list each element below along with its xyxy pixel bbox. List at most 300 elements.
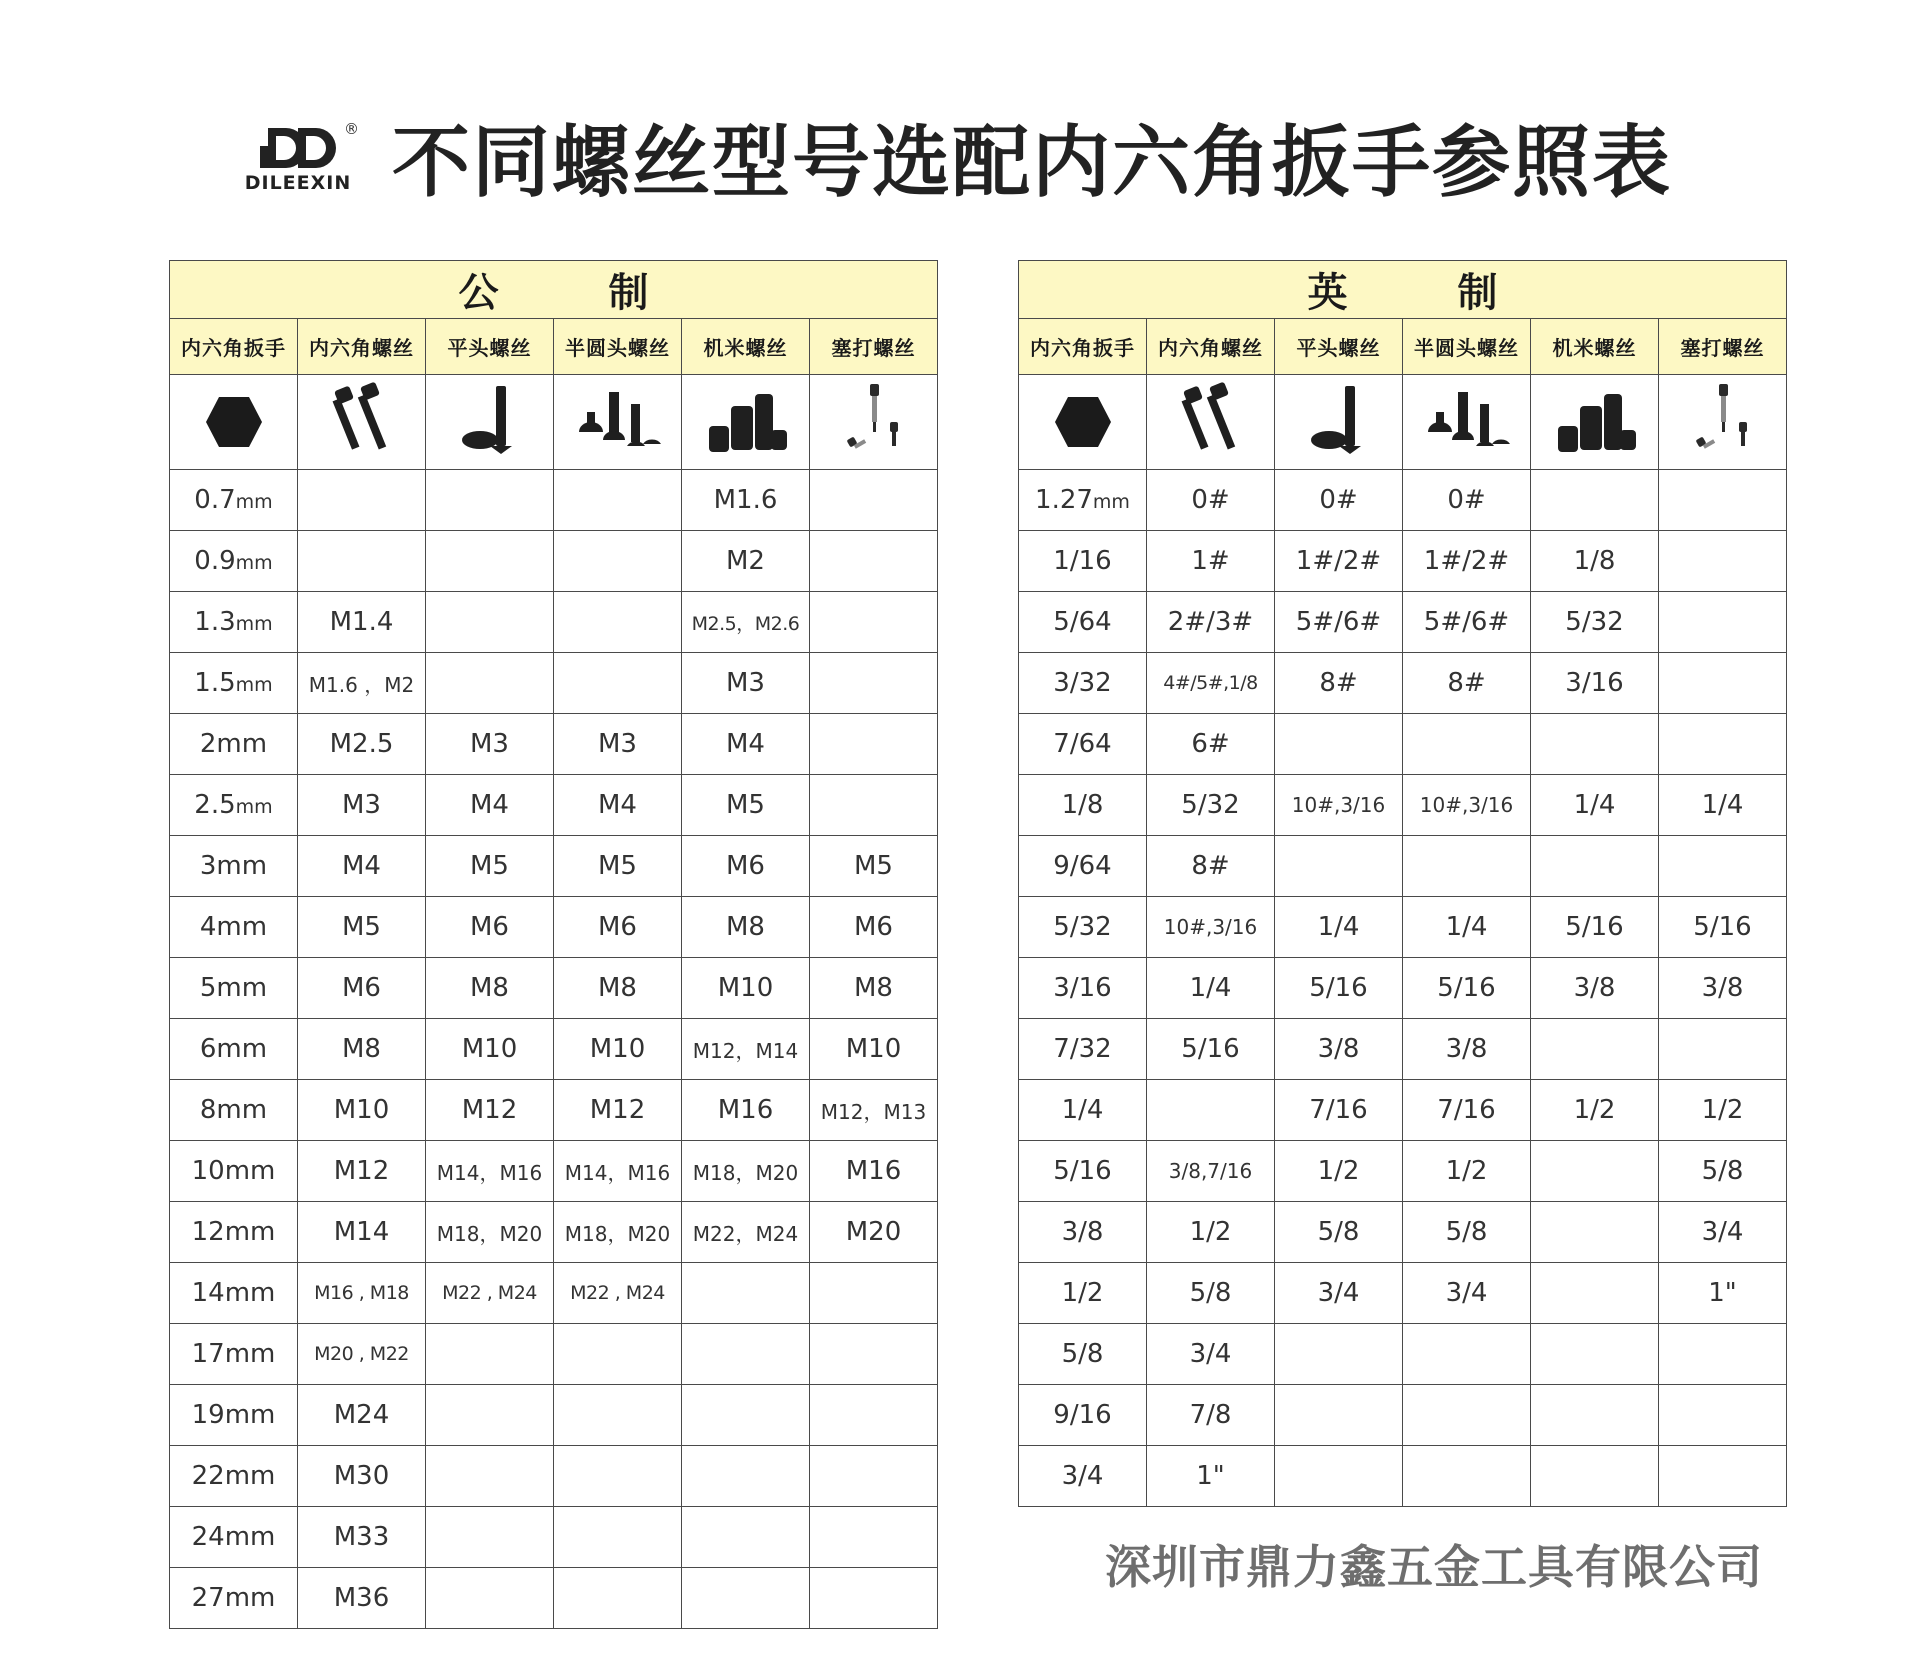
table-row [170, 1446, 938, 1507]
wrench-size-cell [170, 1141, 298, 1202]
screw-size-cell [1147, 1080, 1275, 1141]
screw-size-cell: M22 , M24 [426, 1263, 554, 1324]
screw-size-cell [682, 1568, 810, 1629]
wrench-size-value: 3/8 [1061, 1217, 1104, 1247]
wrench-size-unit: mm [1092, 491, 1130, 513]
screw-size-cell: 2#/3# [1147, 592, 1275, 653]
screw-size-cell: M10 [682, 958, 810, 1019]
table-row [170, 1385, 938, 1446]
wrench-size-cell [170, 592, 298, 653]
screw-size-cell: 1/4 [1147, 958, 1275, 1019]
screw-size-cell: M8 [426, 958, 554, 1019]
wrench-size-cell [170, 1263, 298, 1324]
wrench-size-value: 1/8 [1061, 790, 1104, 820]
column-header: 机米螺丝 [682, 319, 810, 375]
brand-logo [240, 120, 360, 200]
screw-size-cell: 3/8,7/16 [1147, 1141, 1275, 1202]
screw-size-cell [1659, 592, 1787, 653]
wrench-size-value: 10mm [191, 1156, 276, 1186]
screw-size-cell: M18，M20 [554, 1202, 682, 1263]
wrench-size-cell [170, 653, 298, 714]
screw-size-cell: M12，M14 [682, 1019, 810, 1080]
screw-size-cell [1659, 1446, 1787, 1507]
column-header: 内六角扳手 [1019, 319, 1147, 375]
screw-size-cell: 1#/2# [1403, 531, 1531, 592]
wrench-size-value: 8mm [199, 1095, 268, 1125]
screw-size-cell: 1/4 [1403, 897, 1531, 958]
screw-size-cell [426, 470, 554, 531]
screw-size-cell [1275, 714, 1403, 775]
screw-size-cell: M30 [298, 1446, 426, 1507]
hex-key-icon [1019, 395, 1146, 449]
wrench-size-value: 5/32 [1053, 912, 1112, 942]
screw-size-cell: 0# [1403, 470, 1531, 531]
screw-size-cell [1403, 1446, 1531, 1507]
screw-size-cell [682, 1446, 810, 1507]
wrench-size-value: 5mm [199, 973, 268, 1003]
screw-size-cell: 3/8 [1403, 1019, 1531, 1080]
screw-size-cell: M6 [298, 958, 426, 1019]
icon-cell [1403, 375, 1531, 470]
screw-size-cell [1531, 1202, 1659, 1263]
screw-size-cell [810, 592, 938, 653]
screw-size-cell [1275, 836, 1403, 897]
imperial-section-title: 英制 [1019, 261, 1787, 319]
icon-cell [170, 375, 298, 470]
screw-size-cell: M6 [810, 897, 938, 958]
flat-head-screw-icon [1275, 382, 1402, 462]
wrench-size-unit: mm [235, 552, 273, 574]
table-row [1019, 1202, 1787, 1263]
wrench-size-cell [170, 1080, 298, 1141]
screw-size-cell [810, 653, 938, 714]
screw-size-cell: M4 [682, 714, 810, 775]
screw-size-cell: M8 [810, 958, 938, 1019]
table-row [1019, 1141, 1787, 1202]
screw-size-cell: M1.4 [298, 592, 426, 653]
screw-size-cell: M5 [810, 836, 938, 897]
screw-size-cell: M18，M20 [426, 1202, 554, 1263]
wrench-size-cell [170, 1385, 298, 1446]
screw-size-cell: M22 , M24 [554, 1263, 682, 1324]
screw-size-cell: 3/8 [1531, 958, 1659, 1019]
screw-size-cell [1531, 714, 1659, 775]
screw-size-cell: 3/8 [1659, 958, 1787, 1019]
icon-cell [1019, 375, 1147, 470]
wrench-size-value: 3/16 [1053, 973, 1112, 1003]
screw-size-cell: M16 , M18 [298, 1263, 426, 1324]
icon-cell [298, 375, 426, 470]
screw-size-cell: M24 [298, 1385, 426, 1446]
table-row [170, 1324, 938, 1385]
imperial-table [1018, 260, 1787, 1507]
screw-size-cell: M2.5 [298, 714, 426, 775]
screw-size-cell [1659, 1385, 1787, 1446]
table-row [170, 470, 938, 531]
screw-size-cell [1531, 836, 1659, 897]
screw-size-cell: M5 [298, 897, 426, 958]
screw-size-cell: M12，M13 [810, 1080, 938, 1141]
screw-size-cell: 3/4 [1147, 1324, 1275, 1385]
screw-size-cell [810, 775, 938, 836]
wrench-size-cell [1019, 1202, 1147, 1263]
wrench-size-cell [170, 775, 298, 836]
column-header: 半圆头螺丝 [554, 319, 682, 375]
table-row [170, 1019, 938, 1080]
wrench-size-cell [1019, 1324, 1147, 1385]
screw-size-cell [682, 1324, 810, 1385]
screw-size-cell: 8# [1403, 653, 1531, 714]
table-row [1019, 836, 1787, 897]
screw-size-cell: M3 [682, 653, 810, 714]
screw-size-cell: 3/8 [1275, 1019, 1403, 1080]
screw-size-cell: M33 [298, 1507, 426, 1568]
screw-size-cell: 1#/2# [1275, 531, 1403, 592]
column-header: 平头螺丝 [1275, 319, 1403, 375]
wrench-size-value: 22mm [191, 1461, 276, 1491]
column-header: 机米螺丝 [1531, 319, 1659, 375]
screw-size-cell [810, 1385, 938, 1446]
screw-size-cell: M3 [426, 714, 554, 775]
wrench-size-cell [170, 897, 298, 958]
wrench-size-value: 3/4 [1061, 1461, 1104, 1491]
wrench-size-value: 19mm [191, 1400, 276, 1430]
wrench-size-cell [1019, 1263, 1147, 1324]
screw-size-cell [1531, 1263, 1659, 1324]
screw-size-cell: M10 [298, 1080, 426, 1141]
screw-size-cell [682, 1507, 810, 1568]
screw-size-cell: 5/16 [1659, 897, 1787, 958]
table-row [1019, 1080, 1787, 1141]
wrench-size-unit: mm [235, 613, 273, 635]
wrench-size-cell [1019, 775, 1147, 836]
brand-name: DILEEXIN [244, 172, 352, 194]
wrench-size-cell [170, 1446, 298, 1507]
page-title: 不同螺丝型号选配内六角扳手参照表 [392, 118, 1673, 208]
screw-size-cell: 7/16 [1275, 1080, 1403, 1141]
wrench-size-value: 9/16 [1053, 1400, 1112, 1430]
screw-size-cell: 5/8 [1659, 1141, 1787, 1202]
wrench-size-cell [170, 1324, 298, 1385]
wrench-size-value: 7/32 [1053, 1034, 1112, 1064]
icon-cell [1659, 375, 1787, 470]
screw-size-cell: 1/8 [1531, 531, 1659, 592]
metric-table [169, 260, 938, 1629]
screw-size-cell: M22，M24 [682, 1202, 810, 1263]
screw-size-cell: 1/2 [1403, 1141, 1531, 1202]
screw-size-cell: 3/4 [1659, 1202, 1787, 1263]
screw-size-cell: 5/8 [1147, 1263, 1275, 1324]
table-row [170, 1141, 938, 1202]
screw-size-cell: M8 [554, 958, 682, 1019]
screw-size-cell: M6 [554, 897, 682, 958]
screw-size-cell: M2 [682, 531, 810, 592]
screw-size-cell: 1/2 [1275, 1141, 1403, 1202]
wrench-size-cell [1019, 836, 1147, 897]
screw-size-cell: 5/16 [1147, 1019, 1275, 1080]
screw-size-cell: 5/8 [1275, 1202, 1403, 1263]
screw-size-cell: M12 [554, 1080, 682, 1141]
button-head-screw-icon [1403, 382, 1530, 462]
screw-size-cell [1403, 714, 1531, 775]
screw-size-cell: M20 [810, 1202, 938, 1263]
shoulder-screw-icon [810, 382, 937, 462]
screw-size-cell: 5/8 [1403, 1202, 1531, 1263]
icon-cell [1531, 375, 1659, 470]
wrench-size-cell [1019, 1141, 1147, 1202]
screw-size-cell: 8# [1147, 836, 1275, 897]
wrench-size-cell [1019, 897, 1147, 958]
wrench-size-value: 3/32 [1053, 668, 1112, 698]
screw-size-cell: 5#/6# [1275, 592, 1403, 653]
screw-size-cell: 5/16 [1275, 958, 1403, 1019]
screw-size-cell [1659, 714, 1787, 775]
screw-size-cell [426, 1324, 554, 1385]
screw-size-cell: M10 [426, 1019, 554, 1080]
wrench-size-cell [1019, 714, 1147, 775]
screw-size-cell [554, 1568, 682, 1629]
screw-size-cell: 10#,3/16 [1275, 775, 1403, 836]
wrench-size-value: 1/4 [1061, 1095, 1104, 1125]
screw-size-cell: 5/16 [1403, 958, 1531, 1019]
screw-size-cell [554, 653, 682, 714]
screw-size-cell: 1" [1147, 1446, 1275, 1507]
table-row [170, 1263, 938, 1324]
screw-size-cell [1531, 1446, 1659, 1507]
wrench-size-cell [170, 836, 298, 897]
screw-size-cell: 1" [1659, 1263, 1787, 1324]
wrench-size-value: 4mm [199, 912, 268, 942]
table-row [1019, 470, 1787, 531]
wrench-size-value: 1/16 [1053, 546, 1112, 576]
screw-size-cell: M36 [298, 1568, 426, 1629]
socket-cap-screw-icon [1147, 382, 1274, 462]
column-header: 内六角扳手 [170, 319, 298, 375]
screw-size-cell [554, 1324, 682, 1385]
wrench-size-cell [170, 714, 298, 775]
screw-size-cell: 10#,3/16 [1147, 897, 1275, 958]
screw-size-cell [1531, 1019, 1659, 1080]
table-row [1019, 958, 1787, 1019]
wrench-size-cell [170, 1019, 298, 1080]
screw-size-cell: 3/4 [1275, 1263, 1403, 1324]
screw-size-cell: M3 [554, 714, 682, 775]
screw-size-cell [1403, 1324, 1531, 1385]
screw-size-cell [810, 1568, 938, 1629]
screw-size-cell: M5 [426, 836, 554, 897]
wrench-size-value: 24mm [191, 1522, 276, 1552]
screw-size-cell [1531, 470, 1659, 531]
screw-size-cell [1531, 1141, 1659, 1202]
screw-size-cell [426, 1385, 554, 1446]
screw-size-cell: M14，M16 [426, 1141, 554, 1202]
screw-size-cell [426, 1446, 554, 1507]
wrench-size-cell [170, 1568, 298, 1629]
wrench-size-value: 9/64 [1053, 851, 1112, 881]
table-row [1019, 1019, 1787, 1080]
table-row [1019, 1263, 1787, 1324]
flat-head-screw-icon [426, 382, 553, 462]
screw-size-cell [810, 1263, 938, 1324]
screw-size-cell [554, 592, 682, 653]
wrench-size-cell [1019, 1446, 1147, 1507]
screw-size-cell: 3/16 [1531, 653, 1659, 714]
screw-size-cell: M20 , M22 [298, 1324, 426, 1385]
screw-size-cell: 5/32 [1147, 775, 1275, 836]
table-row [1019, 897, 1787, 958]
wrench-size-cell [1019, 653, 1147, 714]
screw-size-cell: M2.5，M2.6 [682, 592, 810, 653]
screw-size-cell [298, 531, 426, 592]
table-row [170, 653, 938, 714]
screw-size-cell [810, 714, 938, 775]
screw-size-cell: 1/2 [1147, 1202, 1275, 1263]
screw-size-cell: M1.6 [682, 470, 810, 531]
table-row [170, 897, 938, 958]
screw-size-cell [554, 1385, 682, 1446]
screw-size-cell: M14，M16 [554, 1141, 682, 1202]
screw-size-cell [1275, 1446, 1403, 1507]
screw-size-cell: 1/4 [1275, 897, 1403, 958]
metric-section-title: 公制 [170, 261, 938, 319]
screw-size-cell: 1/4 [1531, 775, 1659, 836]
screw-size-cell: M18，M20 [682, 1141, 810, 1202]
wrench-size-value: 6mm [199, 1034, 268, 1064]
screw-size-cell: M4 [298, 836, 426, 897]
screw-size-cell: M4 [554, 775, 682, 836]
wrench-size-value: 1.27 [1035, 485, 1093, 515]
company-name: 深圳市鼎力鑫五金工具有限公司 [1105, 1540, 1763, 1594]
screw-size-cell: 4#/5#,1/8 [1147, 653, 1275, 714]
screw-size-cell: M3 [298, 775, 426, 836]
screw-size-cell: 1/2 [1659, 1080, 1787, 1141]
column-header: 塞打螺丝 [810, 319, 938, 375]
set-screw-icon [682, 382, 809, 462]
screw-size-cell: 6# [1147, 714, 1275, 775]
screw-size-cell [1659, 653, 1787, 714]
screw-size-cell: M5 [682, 775, 810, 836]
table-row [170, 1568, 938, 1629]
screw-size-cell: 5/32 [1531, 592, 1659, 653]
screw-size-cell [1275, 1324, 1403, 1385]
screw-size-cell: M12 [426, 1080, 554, 1141]
table-row [1019, 1385, 1787, 1446]
screw-size-cell [1403, 836, 1531, 897]
screw-size-cell: 7/8 [1147, 1385, 1275, 1446]
screw-size-cell [810, 1446, 938, 1507]
wrench-size-unit: mm [235, 674, 273, 696]
registered-mark: ® [344, 120, 359, 138]
screw-size-cell [554, 1446, 682, 1507]
screw-size-cell: M10 [554, 1019, 682, 1080]
wrench-size-value: 3mm [199, 851, 268, 881]
screw-size-cell: M6 [682, 836, 810, 897]
icon-cell [682, 375, 810, 470]
table-row [170, 775, 938, 836]
screw-size-cell: 1/4 [1659, 775, 1787, 836]
screw-size-cell: 5/16 [1531, 897, 1659, 958]
wrench-size-value: 0.7 [194, 485, 236, 515]
table-row [170, 531, 938, 592]
wrench-size-value: 0.9 [194, 546, 236, 576]
screw-size-cell: 10#,3/16 [1403, 775, 1531, 836]
table-row [1019, 714, 1787, 775]
screw-size-cell [810, 470, 938, 531]
screw-size-cell: 8# [1275, 653, 1403, 714]
screw-size-cell: M4 [426, 775, 554, 836]
screw-size-cell: 5#/6# [1403, 592, 1531, 653]
table-row [170, 1507, 938, 1568]
table-row [1019, 1324, 1787, 1385]
screw-size-cell [1275, 1385, 1403, 1446]
wrench-size-value: 1.3 [194, 607, 236, 637]
icon-cell [1275, 375, 1403, 470]
icon-cell [426, 375, 554, 470]
wrench-size-value: 14mm [191, 1278, 276, 1308]
screw-size-cell [426, 1507, 554, 1568]
wrench-size-value: 12mm [191, 1217, 276, 1247]
wrench-size-cell [170, 1507, 298, 1568]
screw-size-cell: 3/4 [1403, 1263, 1531, 1324]
screw-size-cell: 7/16 [1403, 1080, 1531, 1141]
button-head-screw-icon [554, 382, 681, 462]
wrench-size-cell [170, 470, 298, 531]
table-row [170, 1202, 938, 1263]
screw-size-cell [1659, 531, 1787, 592]
screw-size-cell [810, 1324, 938, 1385]
table-row [1019, 653, 1787, 714]
table-row [1019, 592, 1787, 653]
wrench-size-cell [1019, 470, 1147, 531]
table-row [170, 1080, 938, 1141]
screw-size-cell: 0# [1147, 470, 1275, 531]
wrench-size-unit: mm [235, 491, 273, 513]
screw-size-cell [426, 1568, 554, 1629]
wrench-size-value: 2.5 [194, 790, 236, 820]
screw-size-cell [1403, 1385, 1531, 1446]
screw-size-cell: M16 [810, 1141, 938, 1202]
screw-size-cell [554, 470, 682, 531]
screw-size-cell [1659, 470, 1787, 531]
icon-cell [554, 375, 682, 470]
wrench-size-cell [1019, 1080, 1147, 1141]
screw-size-cell: M12 [298, 1141, 426, 1202]
column-header: 内六角螺丝 [1147, 319, 1275, 375]
screw-size-cell [1659, 1019, 1787, 1080]
screw-size-cell [554, 1507, 682, 1568]
wrench-size-value: 1.5 [194, 668, 236, 698]
icon-cell [810, 375, 938, 470]
table-row [170, 836, 938, 897]
screw-size-cell: 1/2 [1531, 1080, 1659, 1141]
wrench-size-cell [1019, 1019, 1147, 1080]
set-screw-icon [1531, 382, 1658, 462]
screw-size-cell [1531, 1324, 1659, 1385]
screw-size-cell [1531, 1385, 1659, 1446]
wrench-size-value: 7/64 [1053, 729, 1112, 759]
screw-size-cell [426, 531, 554, 592]
screw-size-cell: M10 [810, 1019, 938, 1080]
dileexin-logo-icon [240, 120, 356, 172]
wrench-size-value: 27mm [191, 1583, 276, 1613]
column-header: 平头螺丝 [426, 319, 554, 375]
wrench-size-cell [1019, 531, 1147, 592]
column-header: 半圆头螺丝 [1403, 319, 1531, 375]
screw-size-cell [298, 470, 426, 531]
screw-size-cell: 1# [1147, 531, 1275, 592]
table-row [170, 714, 938, 775]
wrench-size-unit: mm [235, 796, 273, 818]
